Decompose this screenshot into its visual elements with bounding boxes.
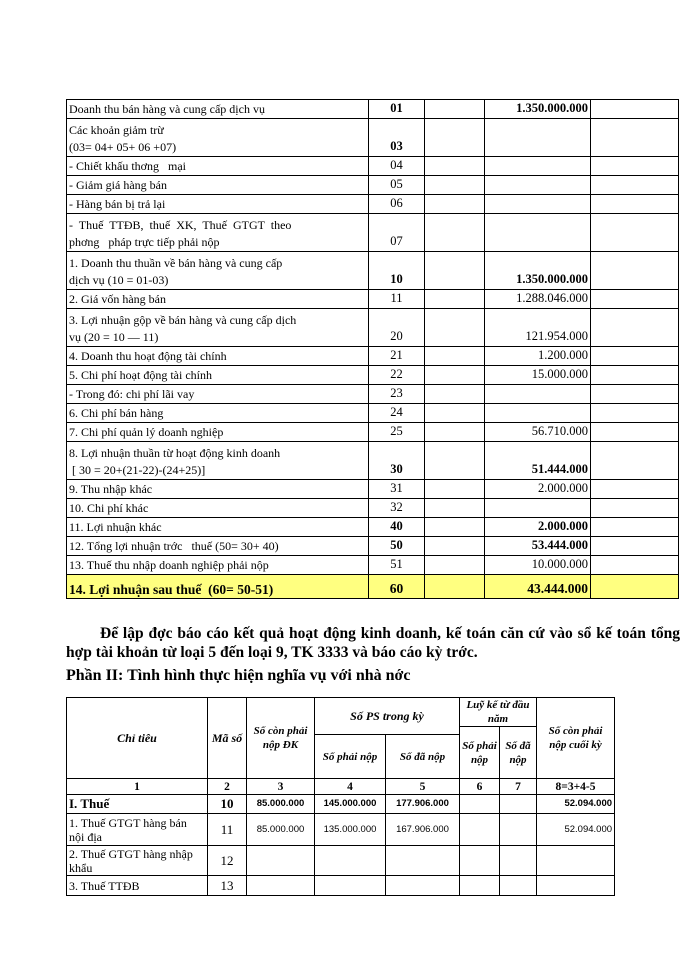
indicator-line: phơng pháp trực tiếp phải nộp <box>69 235 220 249</box>
header-cum-payable: Số phải nộp <box>460 727 500 779</box>
row-note <box>425 518 485 537</box>
table-row <box>67 366 679 385</box>
row-indicator: 1. Thuế GTGT hàng bán nội địa <box>67 814 208 846</box>
row-amount: 56.710.000 <box>485 423 591 442</box>
row-closing-payable <box>537 846 615 876</box>
row-code: 04 <box>369 157 425 176</box>
row-code: 10 <box>369 252 425 290</box>
table-row <box>67 176 679 195</box>
row-indicator <box>67 100 369 119</box>
indicator-line: (03= 04+ 05+ 06 +07) <box>69 140 177 154</box>
col-num-3: 3 <box>247 779 315 795</box>
col-num-5: 5 <box>386 779 460 795</box>
indicator-line: 8. Lợi nhuận thuần từ hoạt động kinh doanh <box>69 446 281 460</box>
row-code: 20 <box>369 309 425 347</box>
row-note <box>425 575 485 599</box>
header-period-payable: Số phải nộp <box>315 735 386 779</box>
table-row <box>67 309 679 347</box>
row-indicator: I. Thuế <box>67 795 208 814</box>
row-prior-amount <box>591 442 679 480</box>
row-cum-payable <box>460 795 500 814</box>
row-code: 11 <box>208 814 247 846</box>
row-period-payable <box>315 846 386 876</box>
row-note <box>425 214 485 252</box>
row-note <box>425 556 485 575</box>
table-row <box>67 499 679 518</box>
table-row <box>67 518 679 537</box>
header-indicator: Chỉ tiêu <box>67 698 208 779</box>
row-prior-amount <box>591 480 679 499</box>
row-code: 23 <box>369 385 425 404</box>
row-prior-amount <box>591 537 679 556</box>
row-indicator <box>67 157 369 176</box>
row-code: 21 <box>369 347 425 366</box>
row-indicator <box>67 556 369 575</box>
row-period-payable: 135.000.000 <box>315 814 386 846</box>
table-row <box>67 480 679 499</box>
table-row <box>67 252 679 290</box>
table-row <box>67 795 615 814</box>
col-num-7: 7 <box>500 779 537 795</box>
row-prior-amount <box>591 366 679 385</box>
row-note <box>425 480 485 499</box>
indicator-line: - Hàng bán bị trả lại <box>69 197 166 211</box>
income-statement-table <box>66 99 679 599</box>
row-code: 31 <box>369 480 425 499</box>
row-prior-amount <box>591 404 679 423</box>
row-closing-payable: 52.094.000 <box>537 795 615 814</box>
row-indicator <box>67 366 369 385</box>
table-row <box>67 404 679 423</box>
row-period-payable <box>315 876 386 896</box>
row-amount: 53.444.000 <box>485 537 591 556</box>
row-cum-paid <box>500 814 537 846</box>
row-period-paid: 167.906.000 <box>386 814 460 846</box>
indicator-line: Doanh thu bán hàng và cung cấp dịch vụ <box>69 102 265 116</box>
row-indicator <box>67 252 369 290</box>
row-indicator <box>67 195 369 214</box>
indicator-line: 10. Chi phí khác <box>69 501 149 515</box>
row-note <box>425 195 485 214</box>
header-row-1 <box>67 698 615 727</box>
row-indicator <box>67 119 369 157</box>
row-cum-paid <box>500 795 537 814</box>
row-code: 11 <box>369 290 425 309</box>
table-row <box>67 157 679 176</box>
indicator-line: 12. Tổng lợi nhuận trớc thuế (50= 30+ 40) <box>69 539 279 553</box>
header-opening-payable: Số còn phải nộp ĐK <box>247 698 315 779</box>
report-source-paragraph <box>66 624 680 662</box>
row-code: 05 <box>369 176 425 195</box>
indicator-line: 13. Thuế thu nhập doanh nghiệp phải nộp <box>69 558 269 572</box>
col-num-2: 2 <box>208 779 247 795</box>
row-amount: 1.200.000 <box>485 347 591 366</box>
row-code: 25 <box>369 423 425 442</box>
row-indicator <box>67 480 369 499</box>
row-prior-amount <box>591 385 679 404</box>
table-row <box>67 814 615 846</box>
row-indicator <box>67 537 369 556</box>
indicator-line: 9. Thu nhập khác <box>69 482 153 496</box>
header-code: Mã số <box>208 698 247 779</box>
row-indicator <box>67 347 369 366</box>
indicator-line: 3. Lợi nhuận gộp về bán hàng và cung cấp dịch <box>69 313 297 327</box>
row-prior-amount <box>591 556 679 575</box>
table-row <box>67 347 679 366</box>
paragraph-text: Để lập đợc báo cáo kết quả hoạt động kinh doanh, kế toán căn cứ vào sổ kế toán tổng hợp tài khoản từ loại 5 đến loại 9, TK 3333 và báo cáo kỳ trớc. <box>66 625 680 661</box>
row-code: 22 <box>369 366 425 385</box>
row-prior-amount <box>591 309 679 347</box>
row-note <box>425 499 485 518</box>
table-row <box>67 119 679 157</box>
indicator-line: [ 30 = 20+(21-22)-(24+25)] <box>69 463 206 477</box>
row-prior-amount <box>591 252 679 290</box>
row-amount: 2.000.000 <box>485 480 591 499</box>
row-amount <box>485 499 591 518</box>
row-period-paid: 177.906.000 <box>386 795 460 814</box>
column-number-row <box>67 779 615 795</box>
header-period-group: Số PS trong kỳ <box>315 698 460 735</box>
row-prior-amount <box>591 290 679 309</box>
row-indicator <box>67 176 369 195</box>
row-amount <box>485 385 591 404</box>
row-amount: 15.000.000 <box>485 366 591 385</box>
row-indicator <box>67 309 369 347</box>
row-prior-amount <box>591 347 679 366</box>
row-cum-paid <box>500 846 537 876</box>
row-note <box>425 385 485 404</box>
income-statement-body <box>67 100 679 599</box>
row-code: 13 <box>208 876 247 896</box>
table-row <box>67 214 679 252</box>
tax-obligations-table <box>66 697 615 896</box>
row-closing-payable <box>537 876 615 896</box>
row-opening-payable <box>247 846 315 876</box>
table-row <box>67 385 679 404</box>
row-code: 03 <box>369 119 425 157</box>
table-row <box>67 556 679 575</box>
col-num-6: 6 <box>460 779 500 795</box>
row-cum-payable <box>460 876 500 896</box>
table-row <box>67 442 679 480</box>
row-code: 01 <box>369 100 425 119</box>
row-note <box>425 309 485 347</box>
table-row <box>67 876 615 896</box>
row-period-paid <box>386 846 460 876</box>
row-indicator: 2. Thuế GTGT hàng nhập khẩu <box>67 846 208 876</box>
indicator-line: 5. Chi phí hoạt động tài chính <box>69 368 212 382</box>
row-amount <box>485 404 591 423</box>
row-opening-payable: 85.000.000 <box>247 814 315 846</box>
indicator-line: 2. Giá vốn hàng bán <box>69 292 166 306</box>
row-indicator <box>67 575 369 599</box>
row-amount: 1.350.000.000 <box>485 100 591 119</box>
row-note <box>425 347 485 366</box>
row-code: 07 <box>369 214 425 252</box>
row-note <box>425 119 485 157</box>
col-num-4: 4 <box>315 779 386 795</box>
row-prior-amount <box>591 518 679 537</box>
row-note <box>425 290 485 309</box>
indicator-line: vụ (20 = 10 — 11) <box>69 330 159 344</box>
row-amount: 43.444.000 <box>485 575 591 599</box>
row-prior-amount <box>591 575 679 599</box>
row-code: 10 <box>208 795 247 814</box>
indicator-line: - Thuế TTĐB, thuế XK, Thuế GTGT theo <box>69 218 292 232</box>
row-code: 24 <box>369 404 425 423</box>
table-row <box>67 195 679 214</box>
header-cumulative-group: Luỹ kế từ đầu năm <box>460 698 537 727</box>
indicator-line: - Chiết khấu thơng mại <box>69 159 186 173</box>
indicator-line: 7. Chi phí quản lý doanh nghiệp <box>69 425 224 439</box>
row-note <box>425 366 485 385</box>
section-heading-part-2: Phần II: Tình hình thực hiện nghĩa vụ với nhà nớc <box>66 667 411 684</box>
row-amount <box>485 195 591 214</box>
row-closing-payable: 52.094.000 <box>537 814 615 846</box>
row-prior-amount <box>591 423 679 442</box>
row-prior-amount <box>591 119 679 157</box>
indicator-line: - Trong đó: chi phí lãi vay <box>69 387 195 401</box>
row-note <box>425 423 485 442</box>
row-note <box>425 157 485 176</box>
row-indicator: 3. Thuế TTĐB <box>67 876 208 896</box>
table-row <box>67 537 679 556</box>
row-amount <box>485 119 591 157</box>
row-period-paid <box>386 876 460 896</box>
row-note <box>425 442 485 480</box>
header-cum-paid: Số đã nộp <box>500 727 537 779</box>
row-opening-payable <box>247 876 315 896</box>
row-cum-payable <box>460 846 500 876</box>
row-prior-amount <box>591 100 679 119</box>
row-code: 40 <box>369 518 425 537</box>
indicator-line: dịch vụ (10 = 01-03) <box>69 273 169 287</box>
row-code: 12 <box>208 846 247 876</box>
row-note <box>425 404 485 423</box>
indicator-line: 11. Lợi nhuận khác <box>69 520 162 534</box>
row-cum-paid <box>500 876 537 896</box>
row-indicator <box>67 385 369 404</box>
header-closing-payable: Số còn phải nộp cuối kỳ <box>537 698 615 779</box>
row-amount: 121.954.000 <box>485 309 591 347</box>
row-prior-amount <box>591 214 679 252</box>
row-cum-payable <box>460 814 500 846</box>
row-indicator <box>67 499 369 518</box>
table-row <box>67 846 615 876</box>
row-code: 06 <box>369 195 425 214</box>
indicator-line: Các khoản giảm trừ <box>69 123 164 137</box>
indicator-line: 4. Doanh thu hoạt động tài chính <box>69 349 227 363</box>
row-amount: 1.350.000.000 <box>485 252 591 290</box>
row-amount: 1.288.046.000 <box>485 290 591 309</box>
indicator-line: 14. Lợi nhuận sau thuế (60= 50-51) <box>69 582 274 597</box>
indicator-line: - Giảm giá hàng bán <box>69 178 167 192</box>
row-period-payable: 145.000.000 <box>315 795 386 814</box>
row-code: 32 <box>369 499 425 518</box>
row-prior-amount <box>591 157 679 176</box>
row-opening-payable: 85.000.000 <box>247 795 315 814</box>
row-code: 60 <box>369 575 425 599</box>
row-indicator <box>67 290 369 309</box>
row-indicator <box>67 518 369 537</box>
row-prior-amount <box>591 195 679 214</box>
row-indicator <box>67 214 369 252</box>
table-row <box>67 100 679 119</box>
row-amount: 51.444.000 <box>485 442 591 480</box>
row-prior-amount <box>591 499 679 518</box>
row-indicator <box>67 404 369 423</box>
row-amount <box>485 214 591 252</box>
indicator-line: 6. Chi phí bán hàng <box>69 406 164 420</box>
table-row <box>67 575 679 599</box>
row-note <box>425 100 485 119</box>
row-indicator <box>67 423 369 442</box>
row-note <box>425 176 485 195</box>
header-period-paid: Số đã nộp <box>386 735 460 779</box>
row-amount <box>485 157 591 176</box>
row-code: 50 <box>369 537 425 556</box>
row-amount: 2.000.000 <box>485 518 591 537</box>
row-note <box>425 537 485 556</box>
table-row <box>67 290 679 309</box>
row-amount: 10.000.000 <box>485 556 591 575</box>
row-code: 30 <box>369 442 425 480</box>
tax-obligations-body <box>67 795 615 896</box>
col-num-8: 8=3+4-5 <box>537 779 615 795</box>
table-row <box>67 423 679 442</box>
row-note <box>425 252 485 290</box>
row-prior-amount <box>591 176 679 195</box>
row-amount <box>485 176 591 195</box>
row-indicator <box>67 442 369 480</box>
row-code: 51 <box>369 556 425 575</box>
col-num-1: 1 <box>67 779 208 795</box>
indicator-line: 1. Doanh thu thuần về bán hàng và cung cấp <box>69 256 283 270</box>
